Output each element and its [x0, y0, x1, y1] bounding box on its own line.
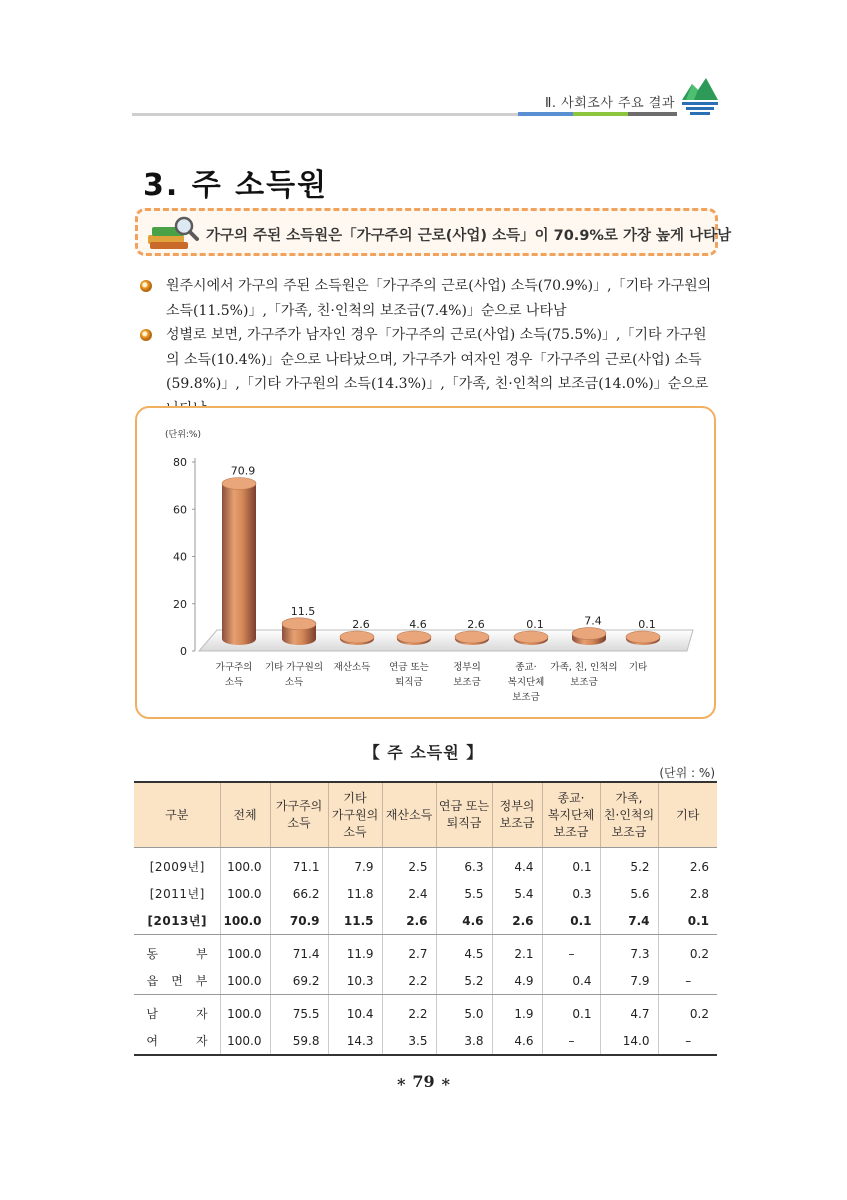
table-cell: 2.8 — [658, 880, 717, 907]
table-cell: 4.7 — [600, 995, 658, 1028]
y-tick-label: 60 — [173, 503, 187, 517]
bullet-text: 성별로 보면, 가구주가 남자인 경우「가구주의 근로(사업) 소득(75.5%)」,「기타 가구원의 소득(10.4%)」순으로 나타났으며, 가구주가 여자인 경우「가구주의 근로(사업) 소득(59.8%)」,「기타 가구원의 소득(14.3%)」,「가족, 친·인척의 보조금(14.0%)」순으로 — [166, 327, 709, 392]
column-header: 가족, 친·인척의 보조금 — [600, 782, 658, 848]
data-label: 7.4 — [584, 614, 602, 628]
bullet-list — [140, 274, 720, 421]
x-tick-label: 종교· — [515, 662, 537, 673]
x-tick-label: 가족, 친, 인척의 — [550, 662, 618, 673]
row-label: 남 자 — [146, 1007, 209, 1021]
table-cell: 11.5 — [328, 907, 382, 935]
column-header: 정부의 보조금 — [492, 782, 542, 848]
table-cell: 2.1 — [492, 935, 542, 968]
table-cell: 0.2 — [658, 995, 717, 1028]
x-tick-label: 보조금 — [512, 692, 540, 703]
row-label: [2009년] — [149, 860, 205, 874]
column-header: 종교· 복지단체 보조금 — [542, 782, 600, 848]
table-cell: – — [658, 967, 717, 995]
bar-top — [340, 631, 374, 643]
table-cell: 100.0 — [220, 967, 270, 995]
table-header-row — [134, 782, 717, 848]
table-row — [134, 995, 717, 1028]
chart-floor — [199, 630, 693, 651]
table-cell: 2.7 — [382, 935, 436, 968]
table-cell: 70.9 — [270, 907, 328, 935]
header-accent-gray — [628, 112, 677, 116]
column-header: 구분 — [134, 782, 220, 848]
table-cell: 7.3 — [600, 935, 658, 968]
table-cell: 5.0 — [436, 995, 492, 1028]
table-row — [134, 967, 717, 995]
bar-top — [572, 628, 606, 640]
table-row — [134, 1027, 717, 1055]
books-magnifier-icon — [146, 215, 200, 251]
column-header: 가구주의 소득 — [270, 782, 328, 848]
page-title: 3. 주 소득원 — [143, 168, 329, 203]
y-tick-label: 40 — [173, 550, 187, 564]
table-cell: 5.2 — [600, 848, 658, 881]
x-tick-label: 보조금 — [570, 677, 598, 688]
table-cell: 4.6 — [492, 1027, 542, 1055]
chart-container — [135, 406, 716, 719]
table-row — [134, 935, 717, 968]
summary-banner — [135, 208, 732, 256]
table-cell: 2.5 — [382, 848, 436, 881]
row-label: [2011년] — [149, 887, 205, 901]
table-cell: 7.4 — [600, 907, 658, 935]
table-cell: 2.6 — [382, 907, 436, 935]
x-tick-label: 소득 — [224, 677, 244, 688]
table-cell: 0.1 — [542, 848, 600, 881]
table-cell: 100.0 — [220, 848, 270, 881]
x-tick-label: 복지단체 — [507, 677, 545, 688]
x-tick-label: 퇴직금 — [395, 677, 423, 688]
data-label: 2.6 — [352, 618, 370, 631]
x-tick-label: 보조금 — [453, 677, 481, 688]
table-cell: 2.6 — [658, 848, 717, 881]
header-accent-green — [573, 112, 628, 116]
table-unit: (단위 : %) — [659, 766, 715, 780]
table-cell: 71.1 — [270, 848, 328, 881]
column-header: 기타 — [658, 782, 717, 848]
data-label: 0.1 — [526, 618, 544, 631]
table-cell: 100.0 — [220, 907, 270, 935]
table-cell: 2.2 — [382, 967, 436, 995]
table-cell: 2.4 — [382, 880, 436, 907]
table-cell: 11.9 — [328, 935, 382, 968]
table-cell: 100.0 — [220, 995, 270, 1028]
x-tick-label: 기타 — [628, 662, 648, 673]
row-label: [2013년] — [134, 907, 220, 935]
table-cell: 7.9 — [600, 967, 658, 995]
table-cell: 10.4 — [328, 995, 382, 1028]
table-caption: 【 주 소득원 】 — [363, 743, 484, 762]
page-number: ∗ 79 ∗ — [395, 1072, 452, 1091]
bullet-text: 원주시에서 가구의 주된 소득원은「가구주의 근로(사업) 소득(70.9%)」,「기타 가구원의 소득(11.5%)」,「가족, 친·인척의 보조금(7.4%)」순으로 나타남 — [166, 278, 712, 319]
table-cell: 6.3 — [436, 848, 492, 881]
bar-top — [455, 631, 489, 643]
bullet-item — [140, 274, 720, 323]
table-row — [134, 880, 717, 907]
row-label: 동 부 — [146, 947, 209, 961]
column-header: 연금 또는 퇴직금 — [436, 782, 492, 848]
table-cell: 2.6 — [492, 907, 542, 935]
table-cell: 59.8 — [270, 1027, 328, 1055]
table-cell: 4.9 — [492, 967, 542, 995]
header-accent-blue — [518, 112, 573, 116]
table-cell: 5.6 — [600, 880, 658, 907]
bar-top — [282, 618, 316, 630]
chart-unit-label: (단위:%) — [165, 430, 201, 440]
bar — [222, 483, 256, 645]
table-cell: 7.9 — [328, 848, 382, 881]
x-tick-label: 정부의 — [453, 662, 481, 673]
table-row — [134, 848, 717, 881]
table-cell: 0.1 — [542, 907, 600, 935]
table-cell: 5.5 — [436, 880, 492, 907]
table-cell: 100.0 — [220, 1027, 270, 1055]
table-cell: 0.3 — [542, 880, 600, 907]
table-cell: 100.0 — [220, 935, 270, 968]
data-label: 70.9 — [230, 464, 256, 478]
table-cell: – — [658, 1027, 717, 1055]
table-cell: – — [542, 935, 600, 968]
table-cell: 71.4 — [270, 935, 328, 968]
table-cell: 5.2 — [436, 967, 492, 995]
table-row — [134, 907, 717, 935]
table-cell: 5.4 — [492, 880, 542, 907]
table-cell: 69.2 — [270, 967, 328, 995]
table-cell: 10.3 — [328, 967, 382, 995]
y-tick-label: 0 — [180, 645, 187, 658]
table-cell: 14.3 — [328, 1027, 382, 1055]
table-cell: 0.1 — [658, 907, 717, 935]
x-tick-label: 가구주의 — [215, 662, 253, 673]
y-tick-label: 80 — [173, 456, 187, 469]
table-cell: 0.1 — [542, 995, 600, 1028]
table-cell: 3.5 — [382, 1027, 436, 1055]
data-label: 4.6 — [409, 618, 427, 631]
table-cell: 2.2 — [382, 995, 436, 1028]
bar-top — [626, 631, 660, 643]
data-label: 11.5 — [290, 604, 316, 618]
bullet-icon — [140, 280, 152, 292]
x-tick-label: 연금 또는 — [389, 662, 429, 673]
table-cell: – — [542, 1027, 600, 1055]
logo-icon — [680, 76, 720, 120]
table-cell: 4.6 — [436, 907, 492, 935]
column-header: 기타 가구원의 소득 — [328, 782, 382, 848]
table-cell: 3.8 — [436, 1027, 492, 1055]
table-cell: 14.0 — [600, 1027, 658, 1055]
x-tick-label: 재산소득 — [333, 662, 371, 673]
bar-top — [514, 631, 548, 643]
bar-top — [222, 477, 256, 489]
table-cell: 1.9 — [492, 995, 542, 1028]
bullet-icon — [140, 329, 152, 341]
table-cell: 0.2 — [658, 935, 717, 968]
bar-chart — [137, 408, 714, 717]
x-tick-label: 기타 가구원의 — [264, 662, 324, 673]
row-label: 읍 면 부 — [134, 967, 220, 995]
summary-text: 가구의 주된 소득원은「가구주의 근로(사업) 소득」이 70.9%로 가장 높게 나타남 — [206, 228, 732, 244]
column-header: 재산소득 — [382, 782, 436, 848]
table-cell: 100.0 — [220, 880, 270, 907]
table-cell: 11.8 — [328, 880, 382, 907]
running-header: Ⅱ. 사회조사 주요 결과 — [545, 96, 675, 111]
column-header: 전체 — [220, 782, 270, 848]
row-label: 여 자 — [134, 1027, 220, 1055]
table-cell: 66.2 — [270, 880, 328, 907]
x-tick-label: 소득 — [284, 677, 304, 688]
data-label: 0.1 — [638, 618, 656, 631]
table-cell: 0.4 — [542, 967, 600, 995]
bar-top — [397, 631, 431, 643]
table-cell: 4.5 — [436, 935, 492, 968]
table-cell: 75.5 — [270, 995, 328, 1028]
y-tick-label: 20 — [173, 597, 187, 611]
data-table — [134, 781, 717, 1056]
data-label: 2.6 — [467, 618, 485, 631]
table-cell: 4.4 — [492, 848, 542, 881]
